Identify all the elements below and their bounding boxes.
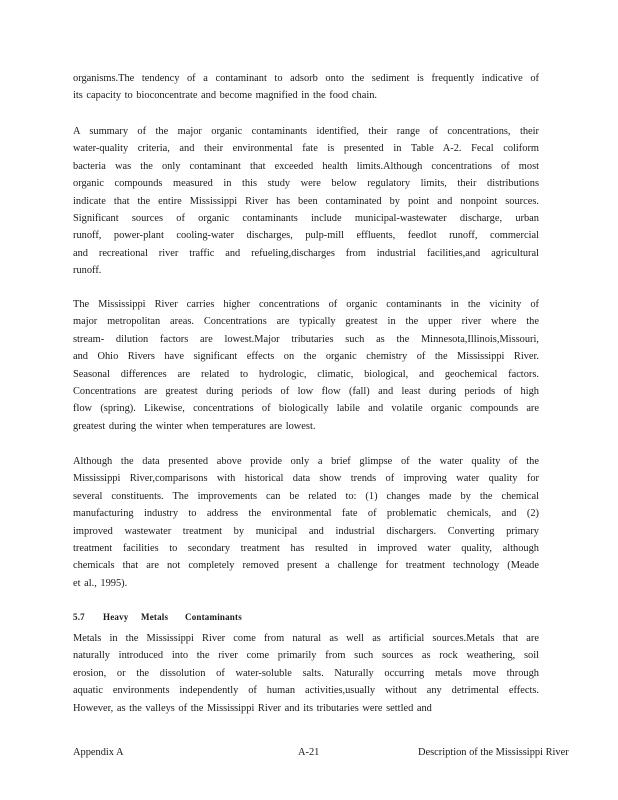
text-line: organic compounds measured in this study were below regulatory limits, their distributions	[73, 178, 539, 190]
text-line: organisms.The tendency of a contaminant to adsorb onto the sediment is frequently indicative of	[73, 73, 539, 84]
text-line: improved wastewater treatment by municipal and industrial dischargers. Converting primary	[73, 525, 539, 537]
text-line: stream- dilution factors are lowest.Major tributaries such as the Minnesota,Illinois,Missouri,	[73, 333, 539, 345]
text-line: major metropolitan areas. Concentrations are typically greatest in the upper river where the	[73, 316, 539, 328]
text-line: erosion, or the dissolution of water-soluble salts. Naturally occurring metals move through	[73, 667, 539, 679]
heading-word: Heavy	[103, 612, 129, 622]
text-line: aquatic environments independently of human activities,usually without any detrimental effects.	[73, 685, 539, 697]
footer-appendix-label: Appendix A	[73, 747, 124, 758]
heading-word: Metals	[141, 612, 169, 622]
text-line: However, as the valleys of the Mississippi River and its tributaries were settled and	[73, 702, 432, 714]
paragraph-water-quality-trends	[73, 453, 539, 592]
paragraph-river-concentrations	[73, 296, 539, 435]
text-line: Although the data presented above provide only a brief glimpse of the water quality of the	[73, 456, 539, 467]
text-line: several constituents. The improvements can be related to: (1) changes made by the chemical	[73, 490, 539, 502]
footer-document-title: Description of the Mississippi River	[418, 747, 569, 758]
footer-page-number: A-21	[298, 747, 320, 758]
paragraph-metals	[73, 630, 539, 717]
text-line: flow (spring). Likewise, concentrations of biologically labile and volatile organic compounds are	[73, 403, 539, 415]
section-number: 5.7	[73, 612, 85, 622]
text-line: Concentrations are greatest during periods of low flow (fall) and least during periods of high	[73, 386, 539, 398]
text-line: runoff, power-plant cooling-water discharges, pulp-mill effluents, feedlot runoff, commercial	[73, 230, 539, 242]
text-line: water-quality criteria, and their environmental fate is presented in Table A-2. Fecal coliform	[73, 143, 539, 155]
text-line: chemicals that are not completely removed present a challenge for treatment technology (Meade	[73, 560, 539, 572]
text-line: bacteria was the only contaminant that exceeded health limits.Although concentrations of most	[73, 160, 539, 172]
text-line: A summary of the major organic contaminants identified, their range of concentrations, their	[73, 126, 539, 137]
text-line: naturally introduced into the river come primarily from such sources as rock weathering, soil	[73, 650, 539, 662]
text-line: Mississippi River,comparisons with historical data show trends of improving water quality for	[73, 473, 539, 485]
paragraph-summary	[73, 123, 539, 280]
text-line: greatest during the winter when temperatures are lowest.	[73, 420, 316, 432]
heading-word: Contaminants	[185, 612, 242, 622]
text-line: its capacity to bioconcentrate and become magnified in the food chain.	[73, 90, 378, 102]
text-line: treatment facilities to secondary treatment has resulted in improved water quality, although	[73, 543, 539, 555]
text-line: Metals in the Mississippi River come from natural as well as artificial sources.Metals that are	[73, 633, 539, 644]
text-line: indicate that the entire Mississippi River has been contaminated by point and nonpoint sources.	[73, 195, 539, 207]
text-line: The Mississippi River carries higher concentrations of organic contaminants in the vicinity of	[73, 299, 539, 310]
text-line: Seasonal differences are related to hydrologic, climatic, biological, and geochemical factors.	[73, 368, 539, 380]
text-line: Significant sources of organic contaminants include municipal-wastewater discharge, urban	[73, 213, 539, 225]
text-line: runoff.	[73, 265, 102, 277]
text-line: and recreational river traffic and refueling,discharges from industrial facilities,and agricultural	[73, 247, 539, 259]
text-line: and Ohio Rivers have significant effects on the organic chemistry of the Mississippi River.	[73, 351, 539, 363]
section-heading-heavy-metals	[73, 612, 242, 622]
text-line: manufacturing industry to address the environmental fate of problematic chemicals, and (2)	[73, 508, 539, 520]
text-line: et al., 1995).	[73, 577, 128, 589]
paragraph-contaminant-tendency	[73, 70, 539, 105]
